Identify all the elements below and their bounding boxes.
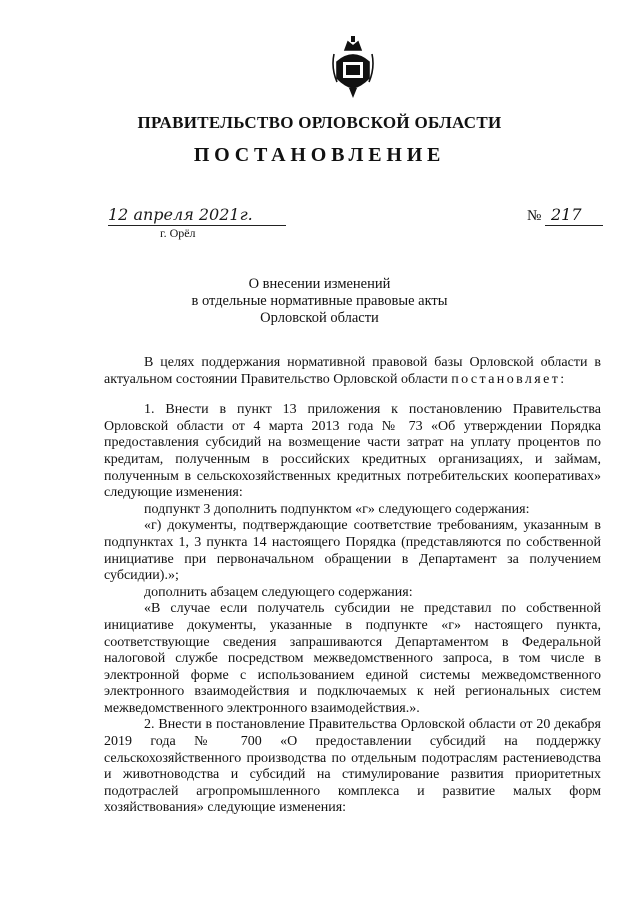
preamble-paragraph bbox=[104, 355, 601, 388]
subject-line-1: О внесении изменений bbox=[248, 276, 391, 292]
government-name: ПРАВИТЕЛЬСТВО ОРЛОВСКОЙ ОБЛАСТИ bbox=[137, 113, 502, 132]
city-label: г. Орёл bbox=[160, 226, 196, 240]
item-1-sub-1: подпункт 3 дополнить подпунктом «г» следующего содержания: bbox=[144, 501, 530, 517]
item-1-sub-2-text: «В случае если получатель субсидии не представил по собственной инициативе документы, указанные в подпункте «г» настоящего пункта, соответствующие сведения запрашиваются Департаментом в Федеральной налоговой службе посредством межведомственного запроса, в том числе в электронной форме с использованием единой системы межведомственного электронного взаимодействия и подключаемых к ней региональных систем межведомственного электронного взаимодействия.». bbox=[104, 601, 601, 716]
number-sign: № bbox=[527, 208, 542, 224]
document-body bbox=[104, 355, 601, 817]
coat-of-arms-emblem bbox=[331, 32, 375, 102]
item-2-paragraph: 2. Внести в постановление Правительства Орловской области от 20 декабря 2019 года № 700 «О предоставлении субсидий на поддержку сельскохозяйственного производства по отдельным подотраслям растениеводства и животноводства и субсидий на стимулирование развития приоритетных подотраслей агропромышленного комплекса и развитие малых форм хозяйствования» следующие изменения: bbox=[104, 717, 601, 816]
handwritten-date: 12 апреля 2021г. bbox=[108, 205, 286, 226]
item-1-sub-1-text: «г) документы, подтверждающие соответствие требованиям, указанным в подпунктах 1, 3 пункта 14 настоящего Порядка (представляются по собственной инициативе при первоначальном обращении в Департамент за получением субсидии).»; bbox=[104, 518, 601, 584]
subject-line-3: Орловской области bbox=[260, 310, 379, 326]
handwritten-number: 217 bbox=[545, 205, 603, 226]
item-1-sub-2: дополнить абзацем следующего содержания: bbox=[144, 584, 413, 600]
preamble-colon: : bbox=[560, 371, 565, 387]
item-1-paragraph: 1. Внести в пункт 13 приложения к постановлению Правительства Орловской области от 4 марта 2013 года № 73 «Об утверждении Порядка предоставления субсидий на возмещение части затрат на уплату процентов по кредитам, полученным в российских кредитных организациях, и займам, полученным в сельскохозяйственных кредитных потребительских кооперативах» следующие изменения: bbox=[104, 402, 601, 501]
document-type-title: ПОСТАНОВЛЕНИЕ bbox=[193, 144, 446, 166]
preamble-decree-word: постановляет bbox=[451, 371, 561, 387]
preamble-text: В целях поддержания нормативной правовой базы Орловской области в актуальном состоянии Правительство Орловской области bbox=[104, 355, 601, 387]
subject-line-2: в отдельные нормативные правовые акты bbox=[191, 293, 448, 309]
document-subject bbox=[0, 276, 639, 327]
